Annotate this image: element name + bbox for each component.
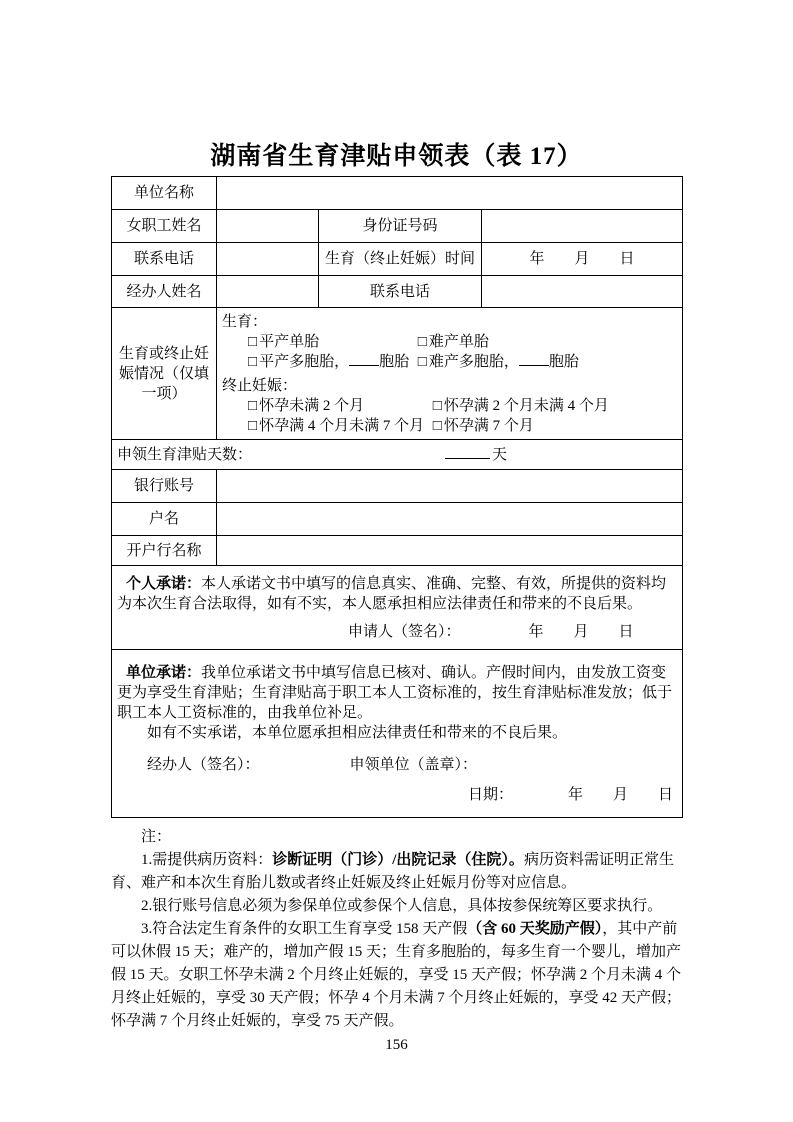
allowance-days-blank [445, 446, 490, 459]
option-label: 怀孕满 4 个月未满 7 个月 [259, 417, 425, 434]
personal-commitment-text: 本人承诺文书中填写的信息真实、准确、完整、有效，所提供的资料均为本次生育合法取得，如有不实，本人愿承担相应法律责任和带来的不良后果。 [117, 575, 667, 612]
handler-signature-line [117, 755, 677, 775]
situation-label: 生育或终止妊娠情况（仅填一项） [112, 308, 217, 440]
birth-date-label: 生育（终止妊娠）时间 [319, 243, 482, 276]
checkbox-option-2-to-4-months [433, 396, 609, 416]
unit-date-label: 日期： [468, 786, 514, 803]
unit-seal-label: 申领单位（盖章）： [349, 756, 478, 773]
option-label: 平产单胎 [259, 333, 320, 350]
account-holder-value-cell [217, 503, 683, 536]
blank-line [349, 353, 379, 366]
unit-name-label: 单位名称 [112, 177, 217, 210]
page-title: 湖南省生育津贴申领表（表 17） [210, 143, 583, 170]
termination-options-line-1 [222, 396, 677, 416]
note-1-bold: 诊断证明（门诊）/出院记录（住院）。 [272, 852, 524, 868]
checkbox-icon: □ [432, 397, 442, 414]
birth-date-value: 年 月 日 [482, 243, 683, 276]
bank-branch-label: 开户行名称 [112, 536, 217, 566]
row-contact-phone [112, 243, 683, 276]
option-label: 怀孕未满 2 个月 [259, 397, 365, 414]
note-3 [111, 918, 682, 1033]
unit-commitment-paragraph [117, 663, 677, 723]
notes-heading: 注： [141, 829, 172, 845]
unit-commitment-cell [112, 650, 683, 818]
option-label: 难产单胎 [428, 333, 489, 350]
unit-commitment-text: 我单位承诺文书中填写信息已核对、确认。产假时间内，由发放工资变更为享受生育津贴；生育津贴高于职工本人工资标准的，按生育津贴标准发放；低于职工本人工资标准的，由我单位补足。 [117, 664, 673, 721]
form-content [111, 176, 682, 1033]
allowance-days-unit: 天 [492, 446, 508, 463]
row-unit-commitment [112, 650, 683, 818]
page-number: 156 [385, 1037, 408, 1053]
handler-name-value-cell [217, 276, 319, 308]
checkbox-icon: □ [417, 333, 427, 350]
id-number-value-cell [482, 210, 683, 243]
notes-section [111, 826, 682, 1033]
checkbox-option-over-7-months [433, 416, 534, 436]
checkbox-icon: □ [432, 417, 442, 434]
personal-commitment-cell [112, 566, 683, 650]
note-2: 2.银行账号信息必须为参保单位或参保个人信息，具体按参保统筹区要求执行。 [141, 898, 663, 914]
row-handler [112, 276, 683, 308]
row-bank-account [112, 470, 683, 503]
option-label: 怀孕满 2 个月未满 4 个月 [443, 397, 609, 414]
birth-section-heading: 生育： [222, 313, 268, 330]
blank-line [519, 353, 549, 366]
checkbox-icon: □ [417, 353, 427, 370]
account-holder-label: 户名 [112, 503, 217, 536]
bank-account-value-cell [217, 470, 683, 503]
allowance-days-label: 申领生育津贴天数： [117, 446, 253, 463]
applicant-signature-line [117, 622, 677, 642]
option-suffix: 胞胎 [548, 353, 579, 370]
option-label: 怀孕满 7 个月 [443, 417, 534, 434]
unit-commitment-heading: 单位承诺： [126, 664, 202, 681]
birth-options-line-1 [222, 332, 677, 352]
row-situation [112, 308, 683, 440]
checkbox-option-normal-multiple [248, 352, 414, 372]
situation-options-cell [217, 308, 683, 440]
bank-account-label: 银行账号 [112, 470, 217, 503]
option-label: 难产多胞胎， [428, 353, 519, 370]
checkbox-option-under-2-months [248, 396, 429, 416]
handler-signature-label: 经办人（签名）： [147, 756, 260, 773]
unit-commitment-text2: 如有不实承诺，本单位愿承担相应法律责任和带来的不良后果。 [147, 724, 568, 741]
personal-commitment-heading: 个人承诺： [126, 575, 202, 592]
application-form-table [111, 176, 683, 818]
checkbox-option-4-to-7-months [248, 416, 429, 436]
contact-phone-label: 联系电话 [112, 243, 217, 276]
applicant-signature-date: 年 月 日 [528, 623, 634, 640]
termination-section-heading: 终止妊娠： [222, 377, 298, 394]
personal-commitment-paragraph [117, 574, 677, 614]
checkbox-option-difficult-single [418, 332, 489, 352]
contact-phone-value-cell [217, 243, 319, 276]
note-1 [111, 849, 682, 895]
note-1-rest: 病历资料需证明正常生育、难产和本次生育胎儿数或者终止妊娠及终止妊娠月份等对应信息。 [111, 852, 674, 891]
unit-date-value: 年 月 日 [568, 786, 674, 803]
checkbox-option-normal-single [248, 332, 414, 352]
employee-name-value-cell [217, 210, 319, 243]
unit-date-line [117, 785, 677, 805]
note-3-bold: （含 60 天奖励产假） [467, 921, 603, 937]
row-account-holder [112, 503, 683, 536]
employee-name-label: 女职工姓名 [112, 210, 217, 243]
allowance-days-cell [112, 440, 683, 470]
note-1-prefix: 1.需提供病历资料： [141, 852, 273, 868]
checkbox-icon: □ [248, 417, 258, 434]
row-employee-name [112, 210, 683, 243]
checkbox-icon: □ [248, 397, 258, 414]
row-bank-branch [112, 536, 683, 566]
note-3-rest: ，其中产前可以休假 15 天；难产的，增加产假 15 天；生育多胞胎的，每多生育一个婴儿，增加产假 15 天。女职工怀孕未满 2 个月终止妊娠的，享受 15 天产假；怀孕满 2 个月未满 4 个月终止妊娠的，享受 30 天产假；怀孕 4 个月未满 7 个月终止妊娠的，享受 42 天产假；怀孕满 7 个月终止妊娠的，享受 75 天产假。 [111, 921, 682, 1029]
id-number-label: 身份证号码 [319, 210, 482, 243]
option-suffix: 胞胎 [379, 353, 410, 370]
bank-branch-value-cell [217, 536, 683, 566]
unit-name-value-cell [217, 177, 683, 210]
termination-options-line-2 [222, 416, 677, 436]
row-personal-commitment [112, 566, 683, 650]
row-unit-name [112, 177, 683, 210]
handler-name-label: 经办人姓名 [112, 276, 217, 308]
applicant-signature-label: 申请人（签名）： [348, 623, 461, 640]
option-label: 平产多胞胎， [259, 353, 350, 370]
note-3-prefix: 3.符合法定生育条件的女职工生育享受 158 天产假 [141, 921, 468, 937]
handler-phone-value-cell [482, 276, 683, 308]
checkbox-option-difficult-multiple [418, 352, 579, 372]
row-allowance-days [112, 440, 683, 470]
handler-phone-label: 联系电话 [319, 276, 482, 308]
birth-options-line-2 [222, 352, 677, 372]
checkbox-icon: □ [248, 353, 258, 370]
checkbox-icon: □ [248, 333, 258, 350]
